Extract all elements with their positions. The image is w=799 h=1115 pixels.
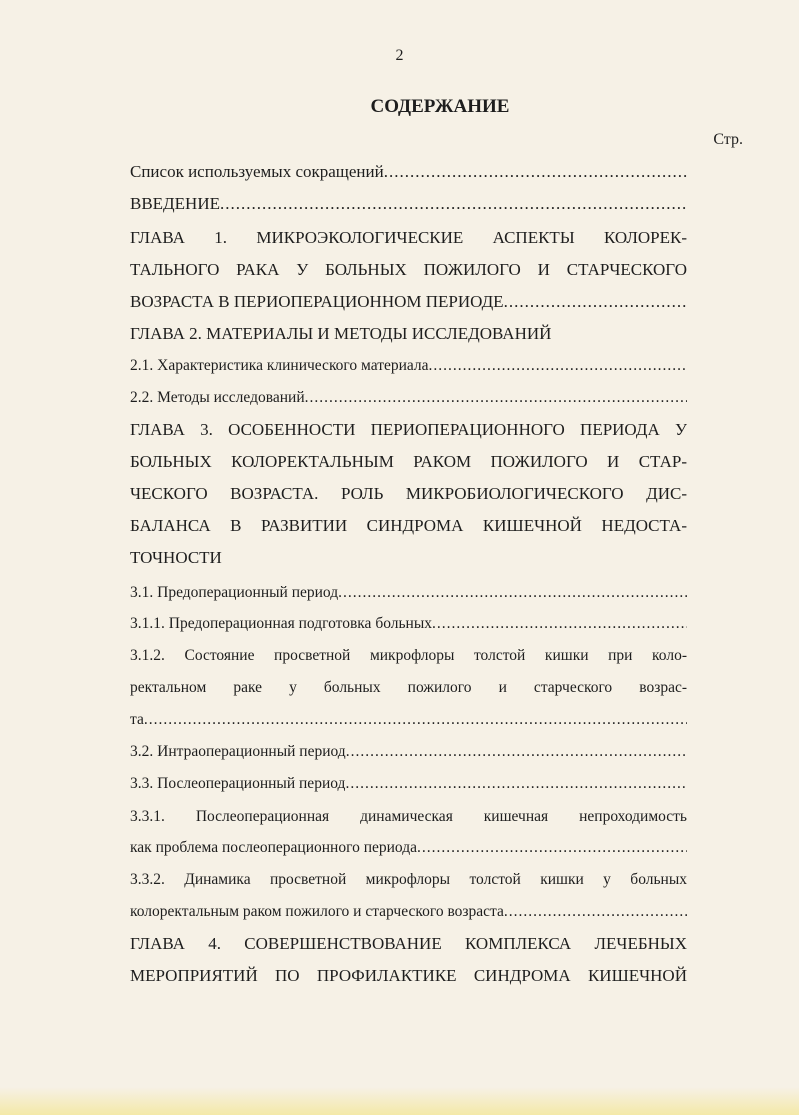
toc-entry: БОЛЬНЫХ КОЛОРЕКТАЛЬНЫМ РАКОМ ПОЖИЛОГО И СТАР- [130, 452, 687, 471]
toc-entry: БАЛАНСА В РАЗВИТИИ СИНДРОМА КИШЕЧНОЙ НЕДОСТА- [130, 516, 687, 535]
toc-entry: 3.3.1. Послеоперационная динамическая кишечная непроходимость [130, 808, 687, 825]
toc-entry: 2.2. Методы исследований ..... [130, 387, 687, 409]
page-number: 2 [395, 47, 404, 64]
toc-entry: 3.2. Интраоперационный период ..... [130, 741, 687, 763]
toc-entry: колоректальным раком пожилого и старческого возраста ..... [130, 901, 687, 923]
toc-entry: ГЛАВА 3. ОСОБЕННОСТИ ПЕРИОПЕРАЦИОННОГО ПЕРИОДА У [130, 420, 687, 439]
page-column-label: Стр. [713, 131, 743, 148]
toc-entry: 3.1.1. Предоперационная подготовка больных ..... [130, 613, 687, 635]
toc-entry: ЧЕСКОГО ВОЗРАСТА. РОЛЬ МИКРОБИОЛОГИЧЕСКОГО ДИС- [130, 484, 687, 503]
toc-entry: 3.1.2. Состояние просветной микрофлоры толстой кишки при коло- [130, 647, 687, 664]
toc-entry: 3.1. Предоперационный период ..... [130, 582, 687, 604]
toc-entry: как проблема послеоперационного периода ..... [130, 837, 687, 859]
toc-entry: ГЛАВА 4. СОВЕРШЕНСТВОВАНИЕ КОМПЛЕКСА ЛЕЧЕБНЫХ [130, 934, 687, 953]
toc-entry: ТАЛЬНОГО РАКА У БОЛЬНЫХ ПОЖИЛОГО И СТАРЧЕСКОГО [130, 260, 687, 279]
toc-entry: 3.3.2. Динамика просветной микрофлоры толстой кишки у больных [130, 871, 687, 888]
toc-entry: ГЛАВА 1. МИКРОЭКОЛОГИЧЕСКИЕ АСПЕКТЫ КОЛОРЕК- [130, 228, 687, 247]
toc-entry: ректальном раке у больных пожилого и старческого возрас- [130, 679, 687, 696]
toc-entry: ВОЗРАСТА В ПЕРИОПЕРАЦИОННОМ ПЕРИОДЕ ..... [130, 291, 687, 313]
scan-edge-tint [0, 1087, 799, 1115]
toc-entry: 3.3. Послеоперационный период ..... [130, 773, 687, 795]
toc-entry: ВВЕДЕНИЕ ..... [130, 193, 687, 215]
page-title: СОДЕРЖАНИЕ [370, 96, 510, 117]
toc-entry: ГЛАВА 2. МАТЕРИАЛЫ И МЕТОДЫ ИССЛЕДОВАНИЙ [130, 324, 552, 343]
toc-entry: та ..... [130, 709, 687, 731]
toc-entry: ТОЧНОСТИ [130, 548, 222, 567]
toc-entry: 2.1. Характеристика клинического материала ..... [130, 355, 687, 377]
toc-entry: МЕРОПРИЯТИЙ ПО ПРОФИЛАКТИКЕ СИНДРОМА КИШЕЧНОЙ [130, 966, 687, 985]
toc-entry: Список используемых сокращений ..... [130, 161, 687, 183]
